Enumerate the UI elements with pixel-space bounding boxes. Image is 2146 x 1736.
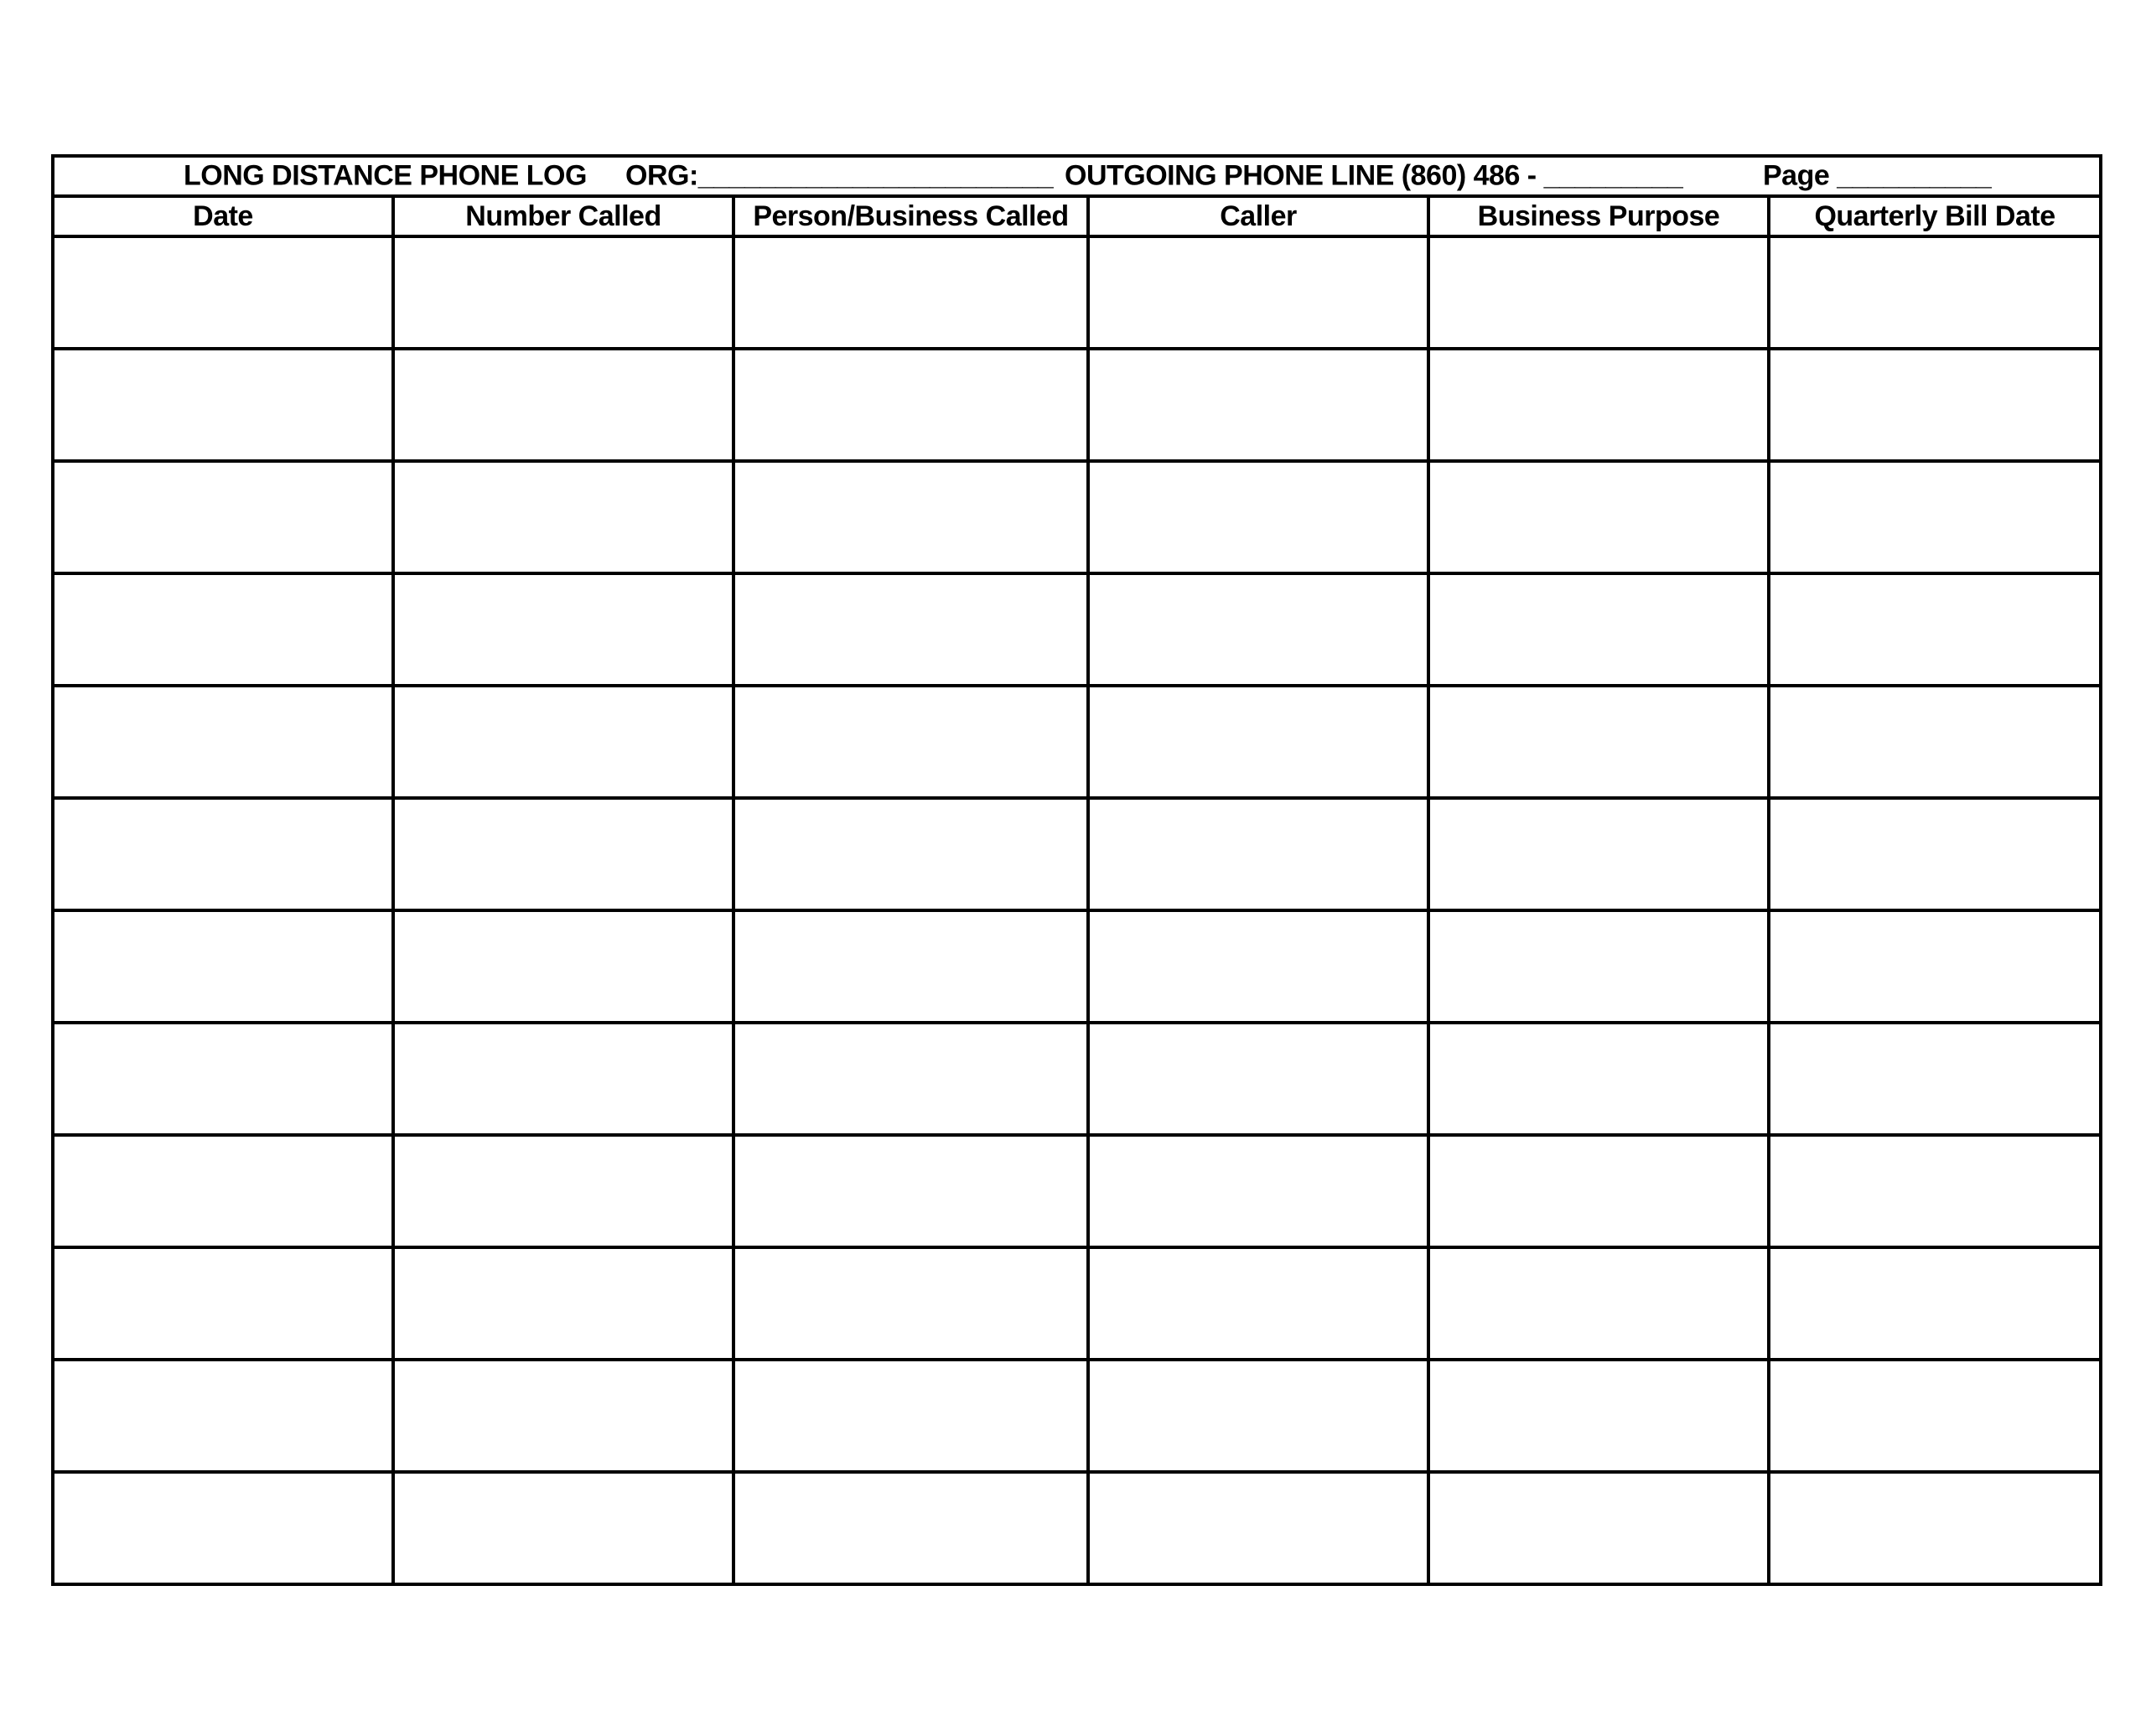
business-purpose-cell[interactable] — [1428, 461, 1769, 573]
person-business-called-cell[interactable] — [733, 1360, 1088, 1472]
business-purpose-cell[interactable] — [1428, 1360, 1769, 1472]
business-purpose-cell[interactable] — [1428, 910, 1769, 1023]
quarterly-bill-date-cell[interactable] — [1769, 798, 2101, 910]
table-row — [53, 686, 2101, 798]
caller-cell[interactable] — [1088, 910, 1428, 1023]
business-purpose-cell[interactable] — [1428, 1472, 1769, 1584]
table-row — [53, 798, 2101, 910]
quarterly-bill-date-cell[interactable] — [1769, 1135, 2101, 1247]
business-purpose-cell[interactable] — [1428, 798, 1769, 910]
column-header-date: Date — [53, 196, 393, 236]
business-purpose-cell[interactable] — [1428, 686, 1769, 798]
caller-cell[interactable] — [1088, 1135, 1428, 1247]
table-row — [53, 349, 2101, 461]
caller-cell[interactable] — [1088, 798, 1428, 910]
form-title-row — [53, 156, 2101, 196]
log-entries — [53, 236, 2101, 1584]
quarterly-bill-date-cell[interactable] — [1769, 1472, 2101, 1584]
caller-cell[interactable] — [1088, 1360, 1428, 1472]
form-title: LONG DISTANCE PHONE LOG — [184, 159, 587, 192]
caller-cell[interactable] — [1088, 461, 1428, 573]
caller-cell[interactable] — [1088, 573, 1428, 686]
form-title-cell — [53, 156, 2101, 196]
person-business-called-cell[interactable] — [733, 798, 1088, 910]
person-business-called-cell[interactable] — [733, 1247, 1088, 1360]
number-called-cell[interactable] — [393, 1472, 733, 1584]
date-cell[interactable] — [53, 686, 393, 798]
caller-cell[interactable] — [1088, 1247, 1428, 1360]
business-purpose-cell[interactable] — [1428, 349, 1769, 461]
number-called-cell[interactable] — [393, 1135, 733, 1247]
quarterly-bill-date-cell[interactable] — [1769, 1247, 2101, 1360]
number-called-cell[interactable] — [393, 349, 733, 461]
quarterly-bill-date-cell[interactable] — [1769, 236, 2101, 349]
table-row — [53, 1360, 2101, 1472]
column-header-person-business-called: Person/Business Called — [733, 196, 1088, 236]
business-purpose-cell[interactable] — [1428, 1247, 1769, 1360]
caller-cell[interactable] — [1088, 1472, 1428, 1584]
date-cell[interactable] — [53, 1472, 393, 1584]
column-header-number-called: Number Called — [393, 196, 733, 236]
person-business-called-cell[interactable] — [733, 1023, 1088, 1135]
caller-cell[interactable] — [1088, 349, 1428, 461]
column-header-row — [53, 196, 2101, 236]
date-cell[interactable] — [53, 1135, 393, 1247]
quarterly-bill-date-cell[interactable] — [1769, 1023, 2101, 1135]
table-row — [53, 461, 2101, 573]
caller-cell[interactable] — [1088, 686, 1428, 798]
page-number-field[interactable]: Page __________ — [1763, 159, 1992, 192]
quarterly-bill-date-cell[interactable] — [1769, 910, 2101, 1023]
table-row — [53, 573, 2101, 686]
date-cell[interactable] — [53, 461, 393, 573]
phone-log-table — [51, 154, 2102, 1586]
quarterly-bill-date-cell[interactable] — [1769, 1360, 2101, 1472]
date-cell[interactable] — [53, 349, 393, 461]
business-purpose-cell[interactable] — [1428, 1135, 1769, 1247]
date-cell[interactable] — [53, 1247, 393, 1360]
person-business-called-cell[interactable] — [733, 349, 1088, 461]
date-cell[interactable] — [53, 798, 393, 910]
quarterly-bill-date-cell[interactable] — [1769, 686, 2101, 798]
person-business-called-cell[interactable] — [733, 461, 1088, 573]
date-cell[interactable] — [53, 1360, 393, 1472]
number-called-cell[interactable] — [393, 573, 733, 686]
date-cell[interactable] — [53, 1023, 393, 1135]
business-purpose-cell[interactable] — [1428, 1023, 1769, 1135]
person-business-called-cell[interactable] — [733, 573, 1088, 686]
table-row — [53, 1135, 2101, 1247]
date-cell[interactable] — [53, 573, 393, 686]
business-purpose-cell[interactable] — [1428, 236, 1769, 349]
number-called-cell[interactable] — [393, 1247, 733, 1360]
table-row — [53, 910, 2101, 1023]
date-cell[interactable] — [53, 910, 393, 1023]
column-header-quarterly-bill-date: Quarterly Bill Date — [1769, 196, 2101, 236]
date-cell[interactable] — [53, 236, 393, 349]
quarterly-bill-date-cell[interactable] — [1769, 461, 2101, 573]
business-purpose-cell[interactable] — [1428, 573, 1769, 686]
caller-cell[interactable] — [1088, 236, 1428, 349]
person-business-called-cell[interactable] — [733, 1135, 1088, 1247]
person-business-called-cell[interactable] — [733, 1472, 1088, 1584]
number-called-cell[interactable] — [393, 686, 733, 798]
number-called-cell[interactable] — [393, 798, 733, 910]
quarterly-bill-date-cell[interactable] — [1769, 349, 2101, 461]
number-called-cell[interactable] — [393, 1023, 733, 1135]
number-called-cell[interactable] — [393, 1360, 733, 1472]
number-called-cell[interactable] — [393, 236, 733, 349]
table-row — [53, 1247, 2101, 1360]
outgoing-phone-line-field[interactable]: OUTGOING PHONE LINE (860) 486 - _________ — [1065, 159, 1683, 192]
column-header-business-purpose: Business Purpose — [1428, 196, 1769, 236]
number-called-cell[interactable] — [393, 461, 733, 573]
table-row — [53, 1472, 2101, 1584]
table-row — [53, 236, 2101, 349]
table-row — [53, 1023, 2101, 1135]
quarterly-bill-date-cell[interactable] — [1769, 573, 2101, 686]
number-called-cell[interactable] — [393, 910, 733, 1023]
person-business-called-cell[interactable] — [733, 910, 1088, 1023]
person-business-called-cell[interactable] — [733, 686, 1088, 798]
org-field[interactable]: ORG:_______________________ — [625, 159, 1054, 192]
caller-cell[interactable] — [1088, 1023, 1428, 1135]
column-header-caller: Caller — [1088, 196, 1428, 236]
person-business-called-cell[interactable] — [733, 236, 1088, 349]
